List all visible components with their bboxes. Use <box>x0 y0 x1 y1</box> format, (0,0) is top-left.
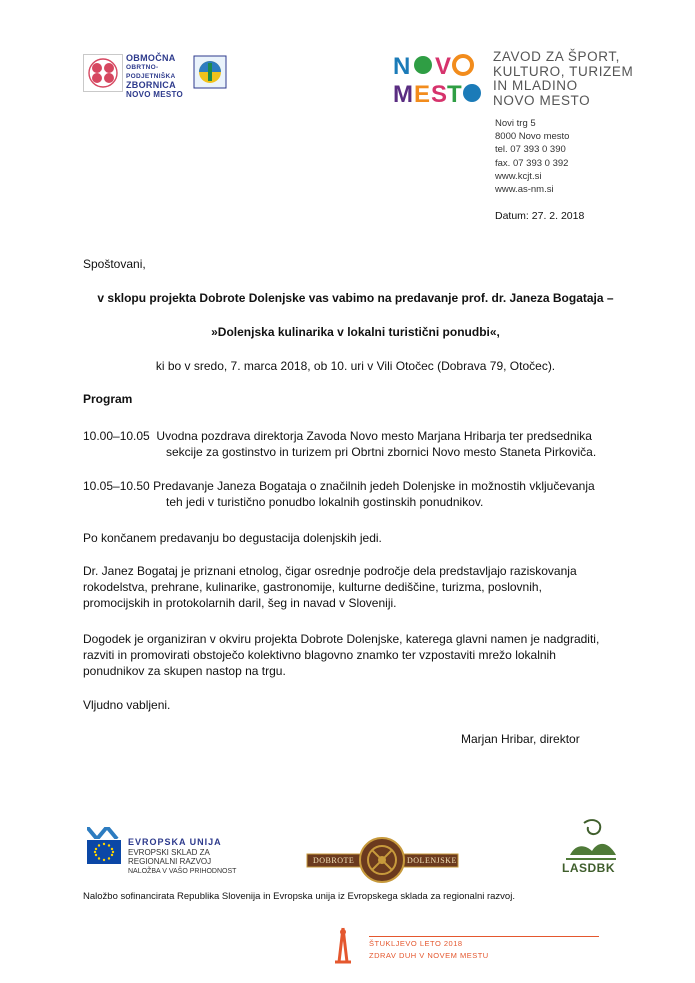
zavod-line: ZAVOD ZA ŠPORT, <box>493 49 621 64</box>
dd-left-text: DOBROTE <box>313 856 355 865</box>
project-line: razviti in promovirati obstoječo kolektivno blagovno znamko ter vzpostaviti mrežo lokalnih <box>83 648 556 662</box>
project-line: ponudnikov za skupen nastop na trgu. <box>83 664 286 678</box>
contact-web-link[interactable]: www.as-nm.si <box>495 184 554 196</box>
eu-emblem-top <box>87 826 121 838</box>
program-text-cont: teh jedi v turistično ponudbo lokalnih gostinskih ponudnikov. <box>166 495 484 509</box>
ozs-line: NOVO MESTO <box>126 90 184 99</box>
contact-address: Novi trg 5 <box>495 118 536 129</box>
program-text: Uvodna pozdrava direktorja Zavoda Novo mesto Marjana Hribarja ter predsednika <box>156 429 592 443</box>
project-paragraph <box>83 631 653 679</box>
ozs-badge-icon <box>193 55 227 89</box>
program-text: Predavanje Janeza Bogataja o značilnih jedeh Dolenjske in možnostih vključevanja <box>153 479 595 493</box>
ozs-logo-emblem <box>83 54 123 92</box>
bio-line: promocijskih in protokolarnih daril, šeg in navad v Sloveniji. <box>83 596 397 610</box>
event-when-where: ki bo v sredo, 7. marca 2018, ob 10. uri v Vili Otočec (Dobrava 79, Otočec). <box>155 359 556 373</box>
ozs-line: OBMOČNA <box>126 53 176 63</box>
signature: Marjan Hribar, direktor <box>461 732 580 746</box>
ozs-line: ZBORNICA <box>126 80 176 90</box>
stuk-line2: ZDRAV DUH V NOVEM MESTU <box>369 951 489 960</box>
invitation-line: v sklopu projekta Dobrote Dolenjske vas vabimo na predavanje prof. dr. Janeza Bogataja – <box>97 291 614 305</box>
zavod-line: IN MLADINO <box>493 78 578 93</box>
bio-line: Dr. Janez Bogataj je priznani etnolog, čigar osrednje področje dela predstavljajo raziskovanja <box>83 564 577 578</box>
svg-text:E: E <box>414 81 431 106</box>
contact-fax: fax. 07 393 0 392 <box>495 157 569 169</box>
contact-block <box>495 117 569 196</box>
novo-mesto-logo <box>393 50 483 106</box>
bio-line: rokodelstva, prehrane, kulinarike, gastronomije, kulturne dediščine, turizma, poslovnih, <box>83 580 542 594</box>
program-heading: Program <box>83 392 133 406</box>
lecture-title: »Dolenjska kulinarika v lokalni turistični ponudbi«, <box>211 325 500 339</box>
eu-line: NALOŽBA V VAŠO PRIHODNOST <box>128 867 237 875</box>
program-time: 10.05–10.50 <box>83 479 150 493</box>
svg-text:T: T <box>447 81 462 106</box>
funding-note: Naložbo sofinancirata Republika Slovenija in Evropska unija iz Evropskega sklada za regionalni razvoj. <box>83 891 515 902</box>
program-item <box>83 428 628 460</box>
svg-text:N: N <box>393 53 411 80</box>
degustation-note: Po končanem predavanju bo degustacija dolenjskih jedi. <box>83 531 382 545</box>
dobrote-dolenjske-logo <box>305 830 460 890</box>
eu-line: EVROPSKI SKLAD ZA <box>128 847 210 857</box>
eu-flag-icon <box>87 840 121 864</box>
dd-right-text: DOLENJSKE <box>407 856 457 865</box>
stuk-line1: ŠTUKLJEVO LETO 2018 <box>369 939 463 948</box>
program-item <box>83 478 628 510</box>
svg-text:S: S <box>431 81 448 106</box>
svg-text:M: M <box>393 81 413 106</box>
stukljevo-leto-banner <box>329 926 599 966</box>
program-text-cont: sekcije za gostinstvo in turizem pri Obrtni zbornici Novo mesto Staneta Pirkoviča. <box>166 445 597 459</box>
zavod-line: KULTURO, TURIZEM <box>493 63 634 79</box>
zavod-line: NOVO MESTO <box>493 92 591 108</box>
eu-title: EVROPSKA UNIJA <box>128 837 222 847</box>
las-dbk-logo <box>562 815 620 885</box>
closing: Vljudno vabljeni. <box>83 698 171 712</box>
project-line: Dogodek je organiziran v okviru projekta Dobrote Dolenjske, katerega glavni namen je nadgraditi, <box>83 632 600 646</box>
contact-web-link[interactable]: www.kcjt.si <box>495 170 542 182</box>
zavod-name <box>493 50 633 108</box>
eu-logo-text <box>128 838 236 876</box>
salutation: Spoštovani, <box>83 257 146 271</box>
ozs-line: OBRTNO-PODJETNIŠKA <box>126 64 176 80</box>
stuk-divider <box>369 936 599 937</box>
las-text: LASDBK <box>562 861 615 875</box>
bio-paragraph <box>83 563 643 611</box>
contact-phone: tel. 07 393 0 390 <box>495 144 566 156</box>
ozs-logo-text <box>126 54 191 99</box>
svg-text:V: V <box>435 53 452 80</box>
contact-city: 8000 Novo mesto <box>495 131 570 143</box>
program-time: 10.00–10.05 <box>83 429 150 443</box>
letter-date: Datum: 27. 2. 2018 <box>495 210 585 222</box>
eu-line: REGIONALNI RAZVOJ <box>128 857 212 866</box>
